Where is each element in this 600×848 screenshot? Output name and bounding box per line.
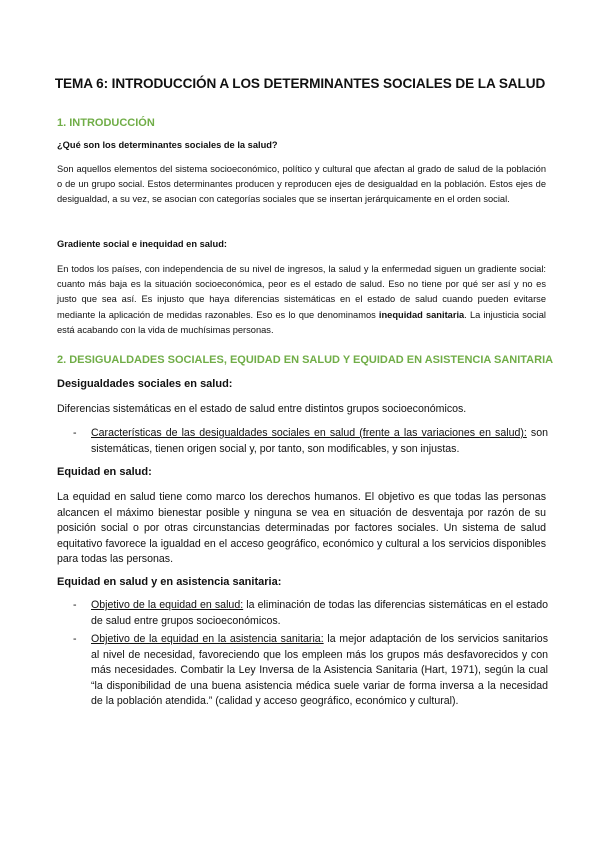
bullet2-label: Objetivo de la equidad en salud: [91, 599, 244, 611]
bullet1-label: Características de las desigualdades sociales en salud (frente a las variaciones en salud): [91, 427, 527, 439]
section2-subheading2: Equidad en salud: [57, 466, 152, 478]
bullet-item-2 [73, 598, 548, 629]
bullet-dash: - [73, 599, 77, 611]
document-title: TEMA 6: INTRODUCCIÓN A LOS DETERMINANTES SOCIALES DE LA SALUD [54, 76, 546, 91]
bullet-dash: - [73, 633, 77, 645]
p2-text-after: . La injusticia social está acabando con la vida de muchísimas personas. [57, 309, 546, 335]
section2-heading: 2. DESIGUALDADES SOCIALES, EQUIDAD EN SALUD Y EQUIDAD EN ASISTENCIA SANITARIA [57, 354, 554, 366]
section1-paragraph1: Son aquellos elementos del sistema socioeconómico, político y cultural que afectan al grado de salud de la población o de un grupo social. Estos determinantes producen y reproducen ejes de desigualdad en la población. Estos ejes de desigualdad, a su vez, se asocian con categorías sociales que se insertan jerárquicamente en el orden social. [57, 164, 546, 205]
bullet2-text: la eliminación de todas las diferencias sistemáticas en el estado de salud entre grupos socioeconómicos. [91, 599, 548, 627]
p2-bold-term: inequidad sanitaria [378, 309, 465, 320]
bullet-dash: - [73, 427, 77, 439]
bullet-item-1 [73, 426, 548, 457]
section1-paragraph2 [57, 262, 546, 338]
section2-paragraph2: La equidad en salud tiene como marco los derechos humanos. El objetivo es que todas las personas alcancen el máximo bienestar posible y ninguna se vea en situación de desventaja por razón de su posición social o por otras circunstancias determinadas por factores sociales. Un sistema de salud equitativo favorece la igualdad en el acceso geográfico, económico y cultural a los servicios disponibles para todas las personas. [57, 491, 546, 565]
section2-subheading1: Desigualdades sociales en salud: [57, 378, 233, 390]
bullet-item-3 [73, 632, 548, 710]
section1-heading: 1. INTRODUCCIÓN [57, 117, 155, 129]
section1-question2: Gradiente social e inequidad en salud: [57, 239, 227, 249]
bullet1-text: son sistemáticas, tienen origen social y, por tanto, son modificables, y son injustas. [91, 427, 549, 455]
section1-question1: ¿Qué son los determinantes sociales de la salud? [57, 140, 278, 150]
bullet3-text: la mejor adaptación de los servicios sanitarios al nivel de necesidad, favoreciendo que los empleen más los grupos más desfavorecidos y con más necesidades. Combatir la Ley Inversa de la Asistencia Sanitaria (Hart, 1971), según la cual “la disponibilidad de una buena asistencia médica suele variar de forma inversa a la necesidad de la población atendida.” (calidad y acceso geográfico, económico y cultural). [91, 633, 548, 707]
section2-subheading3: Equidad en salud y en asistencia sanitaria: [57, 576, 282, 588]
p2-text-before: En todos los países, con independencia de su nivel de ingresos, la salud y la enfermedad siguen un gradiente social: cuanto más baja es la situación socioeconómica, peor es el estado de salud. Eso no tiene por qué ser así y no es justo que sea así. Es injusto que haya diferencias sistemáticas en el estado de salud cuando pueden evitarse mediante la aplicación de medidas razonables. Eso es lo que denominamos [57, 264, 546, 320]
bullet3-label: Objetivo de la equidad en la asistencia sanitaria: [91, 633, 324, 645]
section2-paragraph1: Diferencias sistemáticas en el estado de salud entre distintos grupos socioeconómicos. [57, 403, 467, 415]
